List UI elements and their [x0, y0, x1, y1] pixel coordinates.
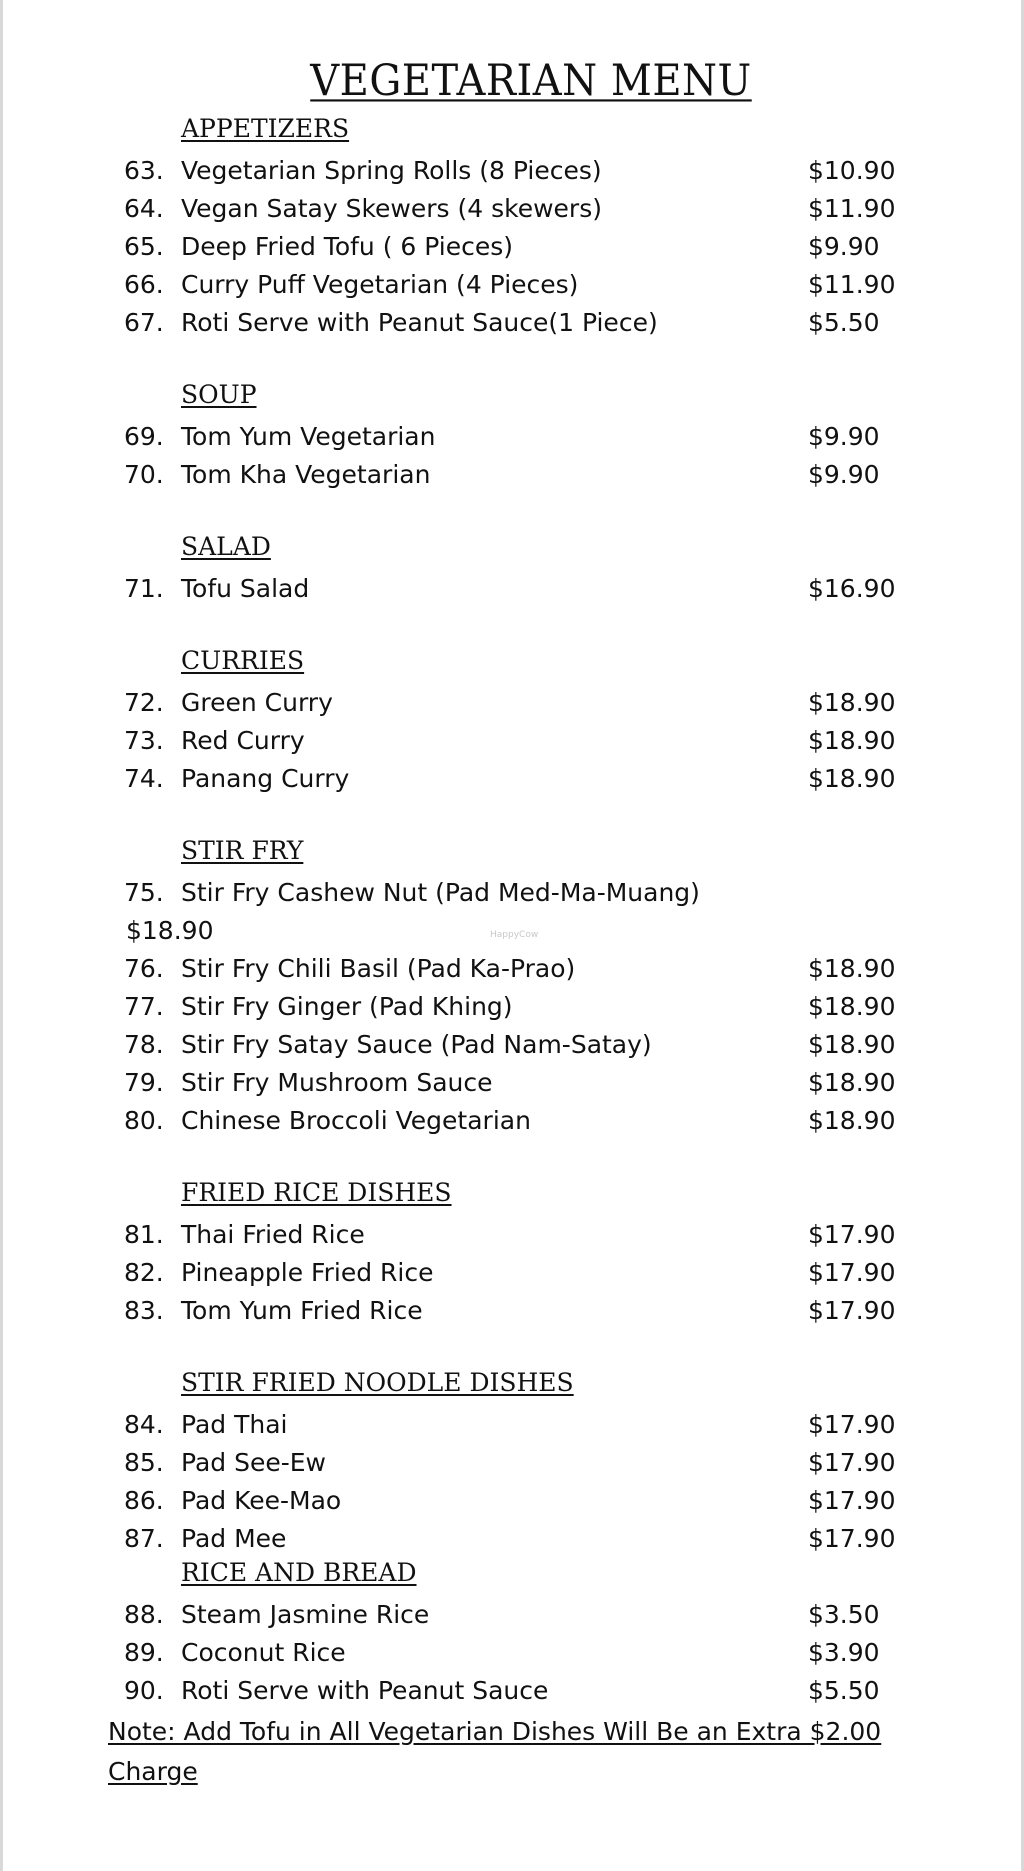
item-price: $17.90 [808, 1296, 896, 1325]
item-number: 76. [124, 954, 164, 983]
menu-item [0, 1294, 1024, 1328]
item-name: Pad See-Ew [181, 1448, 326, 1477]
item-name: Tom Yum Fried Rice [181, 1296, 423, 1325]
item-name: Roti Serve with Peanut Sauce [181, 1676, 549, 1705]
item-number: 87. [124, 1524, 164, 1553]
item-price: $17.90 [808, 1220, 896, 1249]
item-price: $18.90 [808, 764, 896, 793]
item-price: $16.90 [808, 574, 896, 603]
item-name: Roti Serve with Peanut Sauce(1 Piece) [181, 308, 658, 337]
item-number: 81. [124, 1220, 164, 1249]
item-name: Steam Jasmine Rice [181, 1600, 430, 1629]
item-number: 84. [124, 1410, 164, 1439]
item-price: $11.90 [808, 270, 896, 299]
menu-item [0, 1218, 1024, 1252]
menu-item [0, 1066, 1024, 1100]
item-price: $3.90 [808, 1638, 880, 1667]
menu-item [0, 1256, 1024, 1290]
item-number: 88. [124, 1600, 164, 1629]
menu-title: VEGETARIAN MENU [310, 56, 752, 106]
menu-item [0, 686, 1024, 720]
item-number: 89. [124, 1638, 164, 1667]
item-price: $18.90 [808, 1106, 896, 1135]
item-number: 83. [124, 1296, 164, 1325]
item-number: 78. [124, 1030, 164, 1059]
section-heading: APPETIZERS [181, 114, 350, 143]
menu-item [0, 572, 1024, 606]
item-name: Thai Fried Rice [181, 1220, 365, 1249]
item-name: Tom Kha Vegetarian [181, 460, 431, 489]
item-number: 67. [124, 308, 164, 337]
item-name: Chinese Broccoli Vegetarian [181, 1106, 531, 1135]
menu-item [0, 306, 1024, 340]
item-number: 79. [124, 1068, 164, 1097]
item-price: $5.50 [808, 1676, 880, 1705]
item-name: Vegetarian Spring Rolls (8 Pieces) [181, 156, 602, 185]
item-number: 86. [124, 1486, 164, 1515]
item-name: Coconut Rice [181, 1638, 346, 1667]
item-number: 85. [124, 1448, 164, 1477]
item-price: $10.90 [808, 156, 896, 185]
menu-item [0, 192, 1024, 226]
item-price: $3.50 [808, 1600, 880, 1629]
menu-item [0, 762, 1024, 796]
menu-item [0, 420, 1024, 454]
item-price: $17.90 [808, 1410, 896, 1439]
item-number: 71. [124, 574, 164, 603]
item-name: Stir Fry Satay Sauce (Pad Nam-Satay) [181, 1030, 652, 1059]
watermark: HappyCow [490, 930, 539, 940]
item-number: 64. [124, 194, 164, 223]
menu-item [0, 154, 1024, 188]
item-number: 77. [124, 992, 164, 1021]
menu-item [0, 1674, 1024, 1708]
section-heading: STIR FRY [181, 836, 304, 865]
item-price: $11.90 [808, 194, 896, 223]
item-number: 73. [124, 726, 164, 755]
item-name: Green Curry [181, 688, 333, 717]
item-number: 82. [124, 1258, 164, 1287]
item-number: 72. [124, 688, 164, 717]
item-number: 70. [124, 460, 164, 489]
menu-item [0, 990, 1024, 1024]
item-price: $17.90 [808, 1524, 896, 1553]
item-price: $18.90 [808, 726, 896, 755]
item-name: Pad Kee-Mao [181, 1486, 342, 1515]
section-heading: FRIED RICE DISHES [181, 1178, 452, 1207]
item-price: $9.90 [808, 422, 880, 451]
menu-item [0, 1028, 1024, 1062]
menu-item [0, 268, 1024, 302]
item-name: Tofu Salad [181, 574, 310, 603]
item-price: $17.90 [808, 1258, 896, 1287]
item-name: Pad Thai [181, 1410, 288, 1439]
item-name: Stir Fry Chili Basil (Pad Ka-Prao) [181, 954, 576, 983]
item-price: $18.90 [808, 1068, 896, 1097]
section-heading: RICE AND BREAD [181, 1558, 417, 1587]
menu-item [0, 1598, 1024, 1632]
item-number: 63. [124, 156, 164, 185]
item-price: $18.90 [808, 954, 896, 983]
item-price: $18.90 [808, 992, 896, 1021]
item-number: 90. [124, 1676, 164, 1705]
menu-item [0, 876, 1024, 910]
item-name: Red Curry [181, 726, 305, 755]
menu-item [0, 1446, 1024, 1480]
item-name: Pad Mee [181, 1524, 287, 1553]
item-name: Tom Yum Vegetarian [181, 422, 436, 451]
menu-item [0, 1484, 1024, 1518]
item-number: 69. [124, 422, 164, 451]
item-number: 66. [124, 270, 164, 299]
item-number: 75. [124, 878, 164, 907]
item-name: Stir Fry Ginger (Pad Khing) [181, 992, 513, 1021]
item-price: $9.90 [808, 232, 880, 261]
section-heading: SOUP [181, 380, 257, 409]
item-name: Pineapple Fried Rice [181, 1258, 434, 1287]
section-heading: CURRIES [181, 646, 305, 675]
item-price: $9.90 [808, 460, 880, 489]
item-price: $18.90 [808, 1030, 896, 1059]
item-price: $18.90 [126, 916, 214, 945]
item-name: Stir Fry Cashew Nut (Pad Med-Ma-Muang) [181, 878, 700, 907]
menu-item [0, 724, 1024, 758]
menu-item [0, 230, 1024, 264]
menu-item [0, 458, 1024, 492]
item-name: Panang Curry [181, 764, 350, 793]
item-price: $5.50 [808, 308, 880, 337]
menu-item [0, 952, 1024, 986]
item-name: Vegan Satay Skewers (4 skewers) [181, 194, 602, 223]
menu-item [0, 1408, 1024, 1442]
item-number: 74. [124, 764, 164, 793]
menu-item [0, 1104, 1024, 1138]
item-name: Curry Puff Vegetarian (4 Pieces) [181, 270, 579, 299]
item-name: Deep Fried Tofu ( 6 Pieces) [181, 232, 514, 261]
section-heading: SALAD [181, 532, 271, 561]
item-price: $17.90 [808, 1448, 896, 1477]
item-number: 80. [124, 1106, 164, 1135]
item-price: $17.90 [808, 1486, 896, 1515]
tofu-note: Note: Add Tofu in All Vegetarian Dishes Will Be an Extra $2.00 Charge [108, 1717, 882, 1786]
item-number: 65. [124, 232, 164, 261]
menu-item [0, 1522, 1024, 1556]
section-heading: STIR FRIED NOODLE DISHES [181, 1368, 574, 1397]
menu-item [0, 1636, 1024, 1670]
item-name: Stir Fry Mushroom Sauce [181, 1068, 493, 1097]
item-price: $18.90 [808, 688, 896, 717]
